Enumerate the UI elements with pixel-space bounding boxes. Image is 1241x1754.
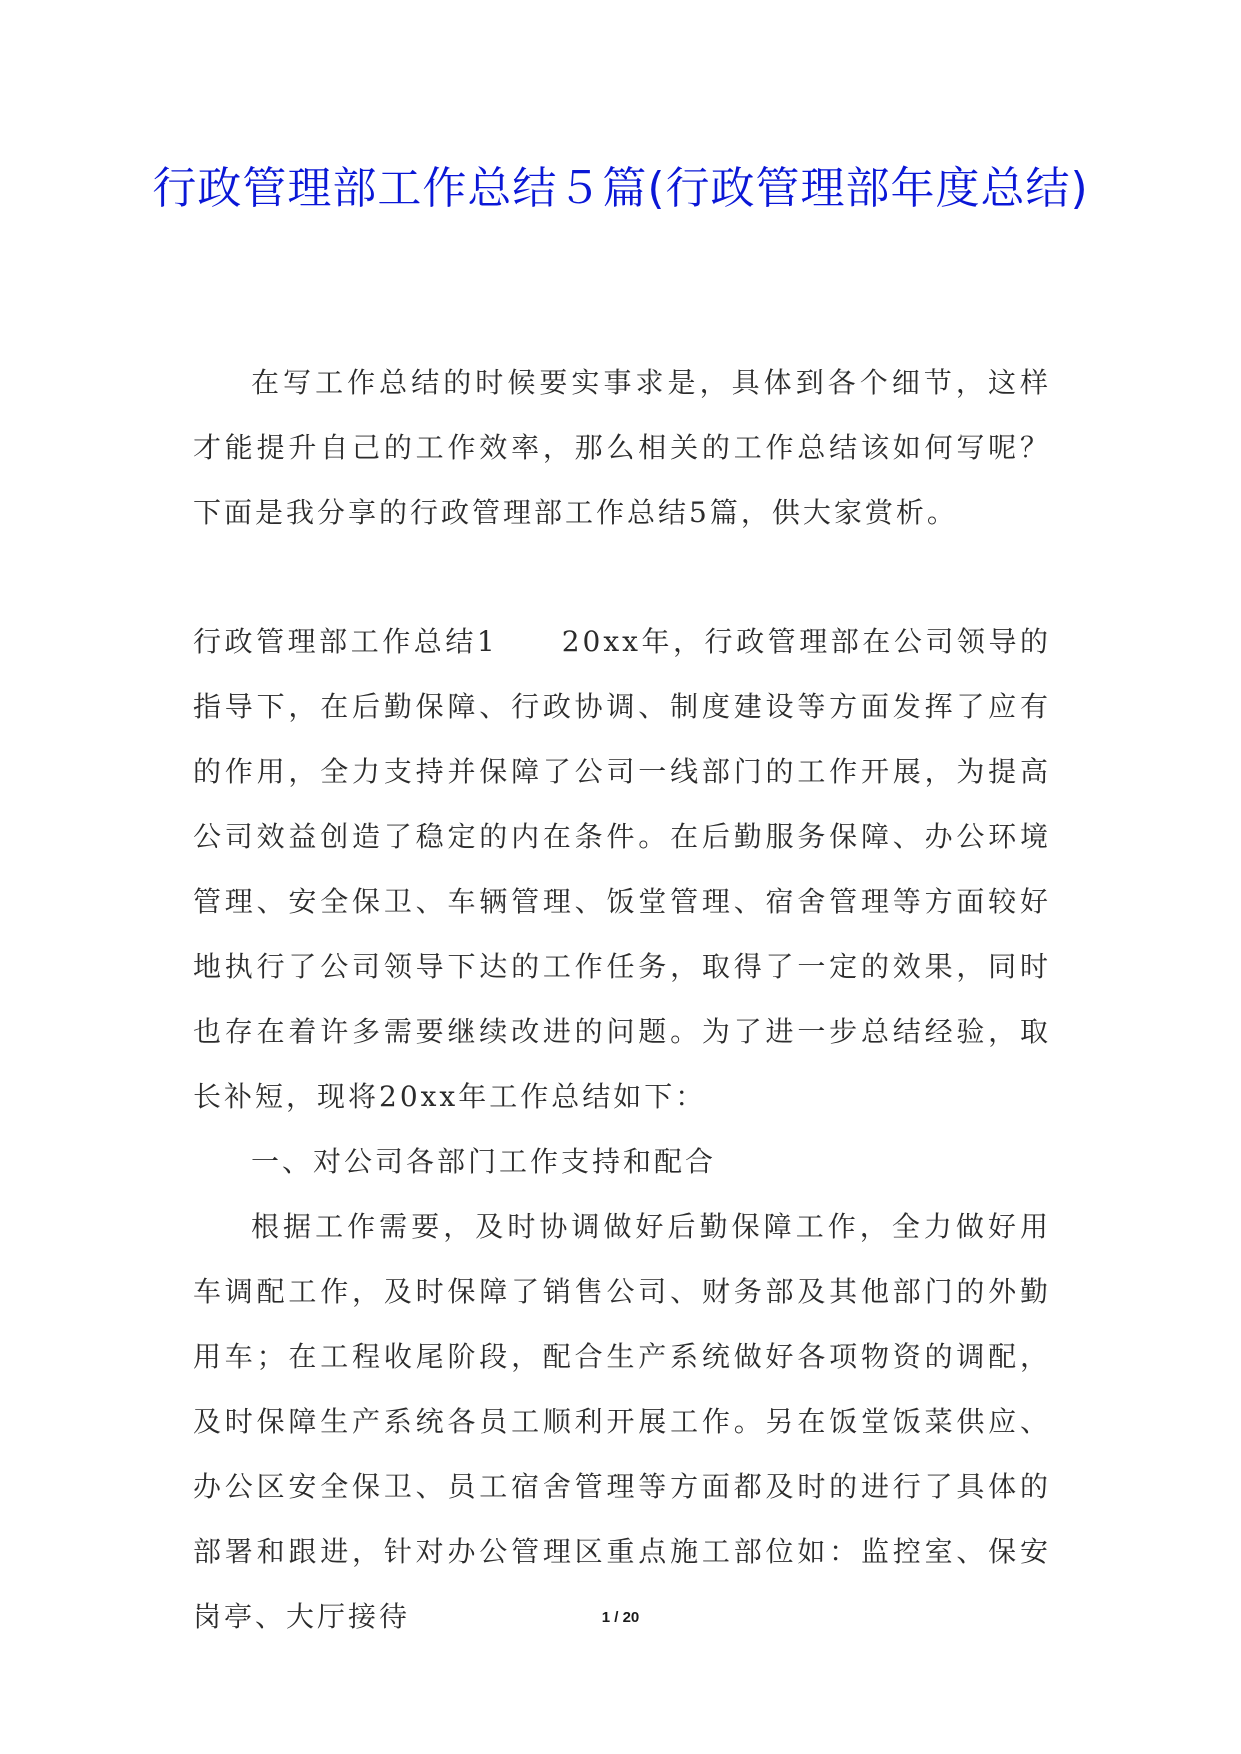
paragraph-2: 根据工作需要，及时协调做好后勤保障工作，全力做好用车调配工作，及时保障了销售公司、财务部及其他部门的外勤用车；在工程收尾阶段，配合生产系统做好各项物资的调配，及时保障生产系统各员工顺利开展工作。另在饭堂饭菜供应、办公区安全保卫、员工宿舍管理等方面都及时的进行了具体的部署和跟进，针对办公管理区重点施工部位如：监控室、保安岗亭、大厅接待	[193, 1210, 1051, 1633]
section-1-paragraph	[193, 609, 1051, 1129]
document-title: 行政管理部工作总结５篇(行政管理部年度总结)	[152, 163, 1089, 214]
document-body	[193, 350, 1051, 1649]
section-1-heading: 行政管理部工作总结1	[193, 625, 498, 658]
page-indicator: 1 / 20	[601, 1609, 640, 1626]
intro-paragraph: 在写工作总结的时候要实事求是，具体到各个细节，这样才能提升自己的工作效率，那么相关的工作总结该如何写呢？下面是我分享的行政管理部工作总结5篇，供大家赏析。	[193, 366, 1051, 529]
subheading-1: 一、对公司各部门工作支持和配合	[251, 1145, 717, 1178]
section-1-text: 20xx年，行政管理部在公司领导的指导下，在后勤保障、行政协调、制度建设等方面发挥了应有的作用，全力支持并保障了公司一线部门的工作开展，为提高公司效益创造了稳定的内在条件。在后勤服务保障、办公环境管理、安全保卫、车辆管理、饭堂管理、宿舍管理等方面较好地执行了公司领导下达的工作任务，取得了一定的效果，同时也存在着许多需要继续改进的问题。为了进一步总结经验，取长补短，现将20xx年工作总结如下：	[193, 625, 1051, 1113]
